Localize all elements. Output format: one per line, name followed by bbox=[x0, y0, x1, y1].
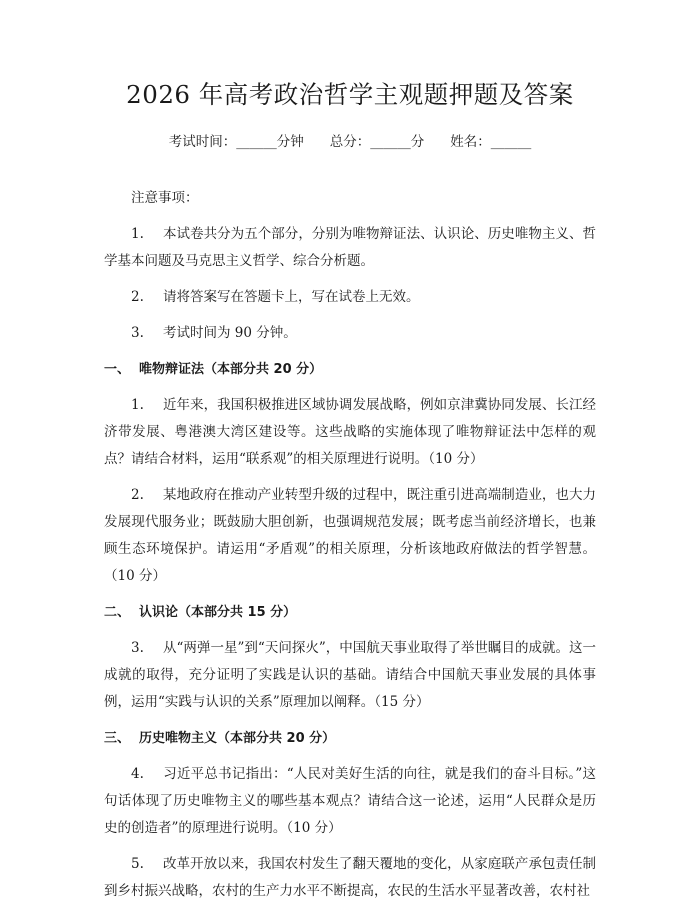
notice-item bbox=[104, 284, 596, 311]
question bbox=[104, 635, 596, 716]
question-text: 某地政府在推动产业转型升级的过程中，既注重引进高端制造业，也大力发展现代服务业；既鼓励大胆创新，也强调规范发展；既考虑当前经济增长，也兼顾生态环境保护。请运用“矛盾观”的相关原理，分析该地政府做法的哲学智慧。（10 分） bbox=[104, 487, 596, 584]
question-number: 1. bbox=[131, 397, 144, 413]
question-text: 近年来，我国积极推进区域协调发展战略，例如京津冀协同发展、长江经济带发展、粤港澳大湾区建设等。这些战略的实施体现了唯物辩证法中怎样的观点？请结合材料，运用“联系观”的相关原理进行说明。（10 分） bbox=[104, 397, 596, 467]
notice-item-text: 本试卷共分为五个部分，分别为唯物辩证法、认识论、历史唯物主义、哲学基本问题及马克思主义哲学、综合分析题。 bbox=[104, 226, 596, 269]
question bbox=[104, 482, 596, 590]
question bbox=[104, 392, 596, 473]
question bbox=[104, 761, 596, 842]
exam-body bbox=[104, 185, 596, 914]
question bbox=[104, 851, 596, 905]
question-number: 3. bbox=[131, 640, 144, 656]
section-title: 唯物辩证法（本部分共 20 分） bbox=[139, 362, 323, 377]
section-heading bbox=[104, 599, 596, 626]
question-number: 5. bbox=[131, 856, 144, 872]
section-number: 二、 bbox=[104, 605, 131, 620]
score-blank: ______ bbox=[370, 134, 411, 150]
section-title: 认识论（本部分共 15 分） bbox=[139, 605, 297, 620]
notice-item-number: 3. bbox=[131, 325, 144, 341]
question-text: 从“两弹一星”到“天问探火”，中国航天事业取得了举世瞩目的成就。这一成就的取得，充分证明了实践是认识的基础。请结合中国航天事业发展的具体事例，运用“实践与认识的关系”原理加以阐释。（15 分） bbox=[104, 640, 596, 710]
name-label: 姓名： bbox=[450, 134, 491, 150]
page-title: 2026 年高考政治哲学主观题押题及答案 bbox=[126, 80, 574, 109]
exam-info-line bbox=[104, 132, 596, 152]
name-blank: ______ bbox=[490, 134, 532, 150]
time-unit: 分钟 bbox=[276, 134, 304, 150]
question-number: 2. bbox=[131, 487, 144, 503]
notice-item-number: 2. bbox=[131, 289, 144, 305]
time-label: 考试时间： bbox=[168, 134, 237, 150]
section-heading bbox=[104, 725, 596, 752]
notice-item bbox=[104, 221, 596, 275]
time-blank: ______ bbox=[236, 134, 277, 150]
question-text: 习近平总书记指出：“人民对美好生活的向往，就是我们的奋斗目标。”这句话体现了历史唯物主义的哪些基本观点？请结合这一论述，运用“人民群众是历史的创造者”的原理进行说明。（10 分） bbox=[104, 766, 596, 836]
section-heading bbox=[104, 356, 596, 383]
score-label: 总分： bbox=[329, 134, 371, 150]
section-title: 历史唯物主义（本部分共 20 分） bbox=[139, 731, 336, 746]
notice-item-text: 请将答案写在答题卡上，写在试卷上无效。 bbox=[163, 289, 420, 305]
notice-item-text: 考试时间为 90 分钟。 bbox=[163, 325, 297, 341]
section-number: 三、 bbox=[104, 731, 131, 746]
section-number: 一、 bbox=[104, 362, 131, 377]
question-text: 改革开放以来，我国农村发生了翻天覆地的变化，从家庭联产承包责任制到乡村振兴战略，农村的生产力水平不断提高，农民的生活水平显著改善，农村社 bbox=[104, 856, 596, 899]
score-unit: 分 bbox=[410, 134, 425, 150]
notice-item bbox=[104, 320, 596, 347]
notice-heading: 注意事项： bbox=[131, 190, 199, 206]
question-number: 4. bbox=[131, 766, 144, 782]
notice-item-number: 1. bbox=[131, 226, 144, 242]
